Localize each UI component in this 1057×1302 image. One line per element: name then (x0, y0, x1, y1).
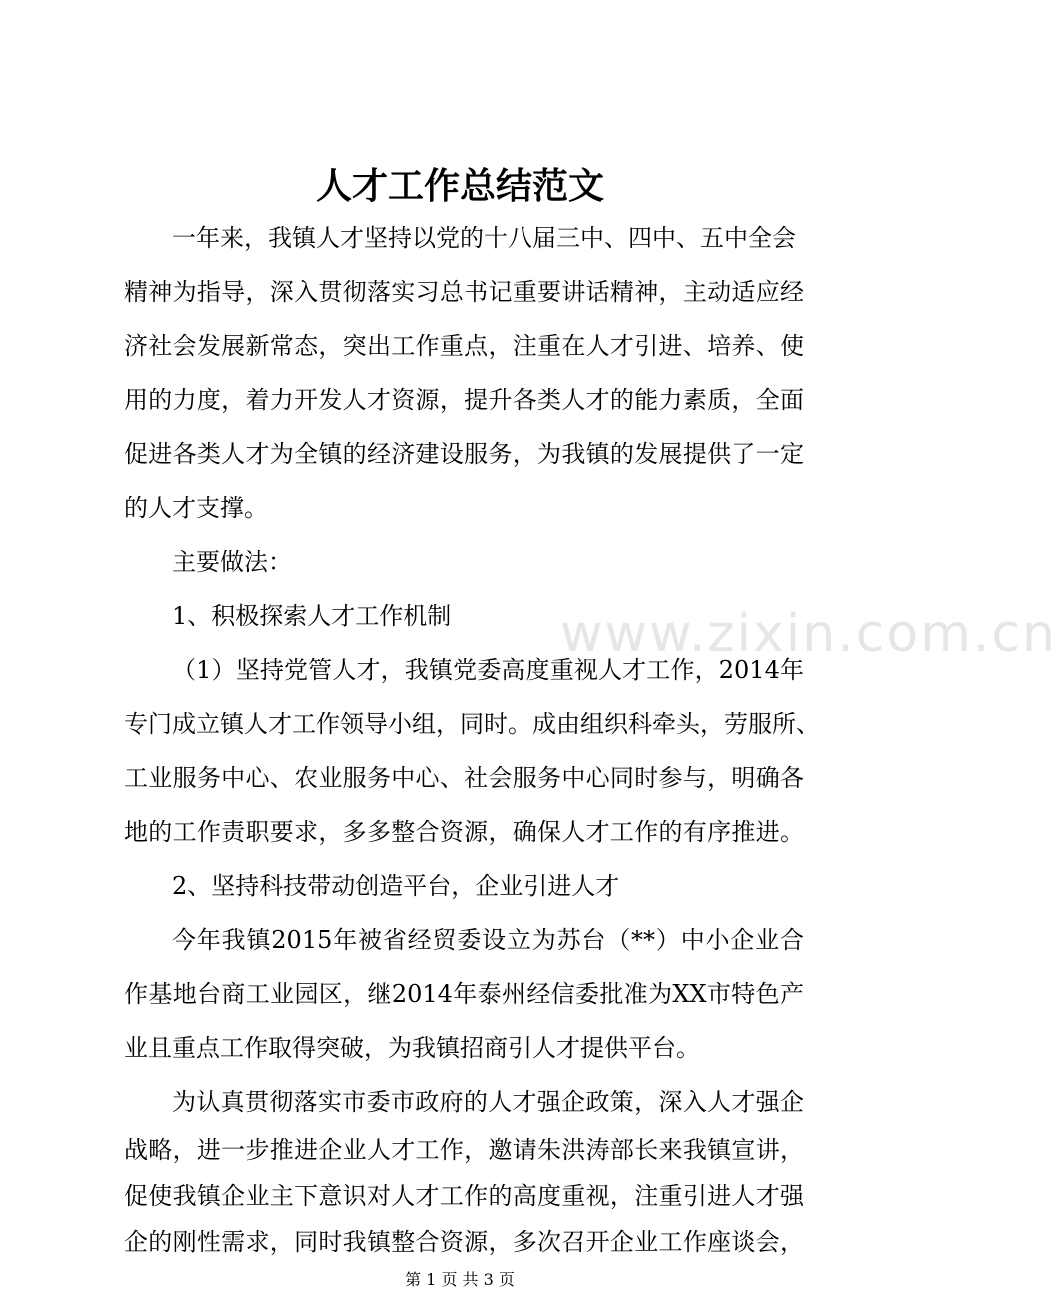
paragraph-line: （1）坚持党管人才，我镇党委高度重视人才工作，2014年 (172, 656, 804, 684)
section-heading: 主要做法： (172, 548, 292, 576)
paragraph-line: 工业服务中心、农业服务中心、社会服务中心同时参与，明确各 (124, 764, 804, 792)
paragraph-line: 用的力度，着力开发人才资源，提升各类人才的能力素质，全面 (124, 386, 804, 414)
document-title: 人才工作总结范文 (315, 165, 604, 207)
section-heading: 1、积极探索人才工作机制 (172, 602, 452, 630)
paragraph-line: 为认真贯彻落实市委市政府的人才强企政策，深入人才强企 (172, 1088, 804, 1116)
paragraph-line: 一年来，我镇人才坚持以党的十八届三中、四中、五中全会 (172, 224, 796, 252)
paragraph-line: 战略，进一步推进企业人才工作，邀请朱洪涛部长来我镇宣讲， (124, 1136, 804, 1164)
paragraph-line: 业且重点工作取得突破，为我镇招商引人才提供平台。 (124, 1034, 700, 1062)
page-footer: 第 1 页 共 3 页 (405, 1270, 515, 1289)
paragraph-line: 精神为指导，深入贯彻落实习总书记重要讲话精神，主动适应经 (124, 278, 804, 306)
paragraph-line: 企的刚性需求，同时我镇整合资源，多次召开企业工作座谈会， (124, 1228, 804, 1256)
watermark: www.zixin.com.cn (560, 604, 1057, 664)
paragraph-line: 促进各类人才为全镇的经济建设服务，为我镇的发展提供了一定 (124, 440, 804, 468)
paragraph-line: 专门成立镇人才工作领导小组，同时。成由组织科牵头，劳服所、 (124, 710, 820, 738)
paragraph-line: 的人才支撑。 (124, 494, 268, 522)
paragraph-line: 地的工作责职要求，多多整合资源，确保人才工作的有序推进。 (124, 818, 804, 846)
paragraph-line: 今年我镇2015年被省经贸委设立为苏台（**）中小企业合 (172, 926, 804, 954)
paragraph-line: 促使我镇企业主下意识对人才工作的高度重视，注重引进人才强 (124, 1182, 804, 1210)
paragraph-line: 济社会发展新常态，突出工作重点，注重在人才引进、培养、使 (124, 332, 804, 360)
section-heading: 2、坚持科技带动创造平台，企业引进人才 (172, 872, 620, 900)
paragraph-line: 作基地台商工业园区，继2014年泰州经信委批准为XX市特色产 (124, 980, 804, 1008)
